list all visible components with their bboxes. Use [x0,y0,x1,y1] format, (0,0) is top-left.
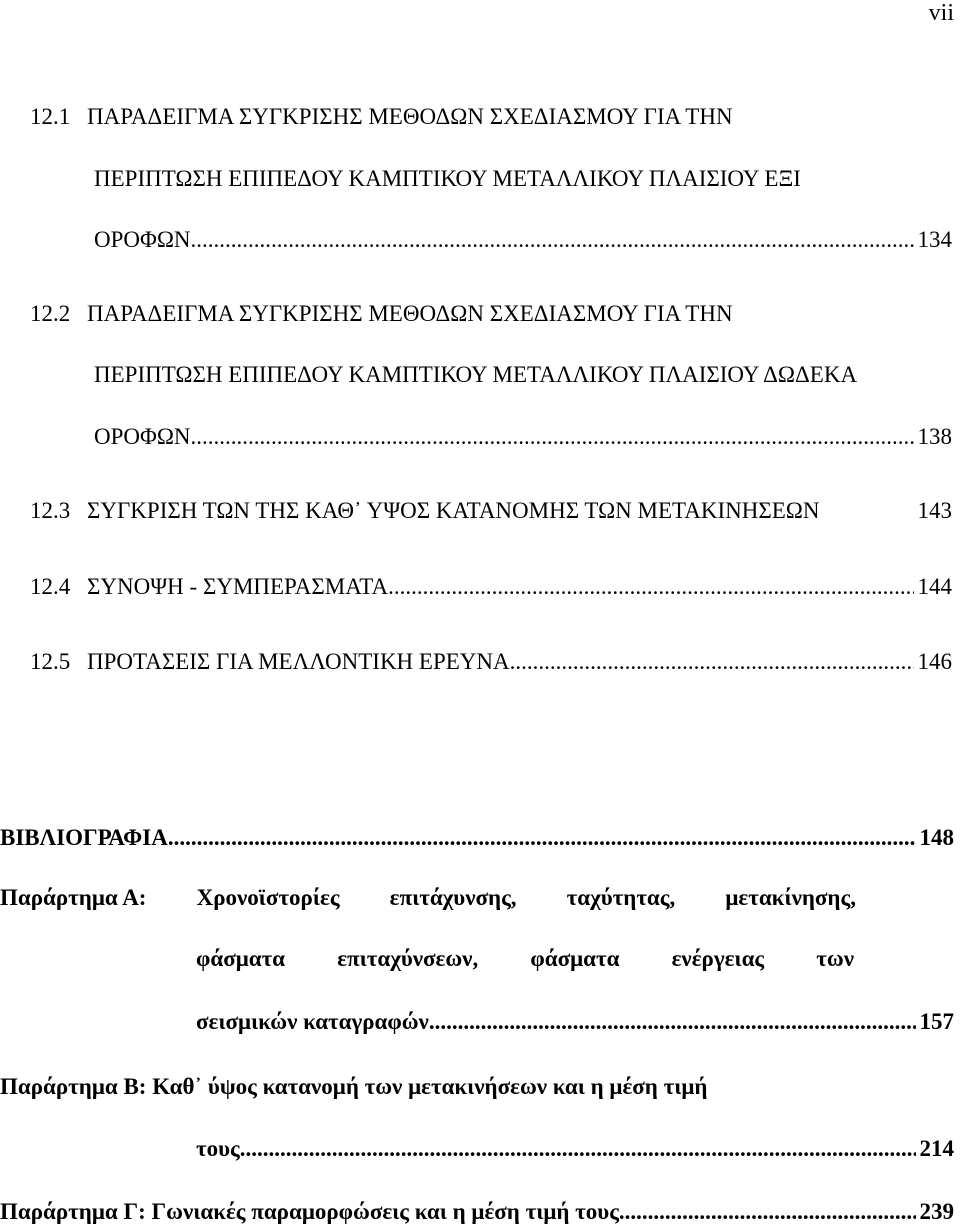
appendix-word: των [816,946,854,971]
toc-entry-12-2-line3[interactable] [94,423,952,451]
section-number: 12.2 [30,301,71,326]
toc-entry-12-4[interactable] [30,573,952,601]
appendix-word: επιτάχυνσης, [389,885,517,910]
section-title-line: ΠΕΡΙΠΤΩΣΗ ΕΠΙΠΕΔΟΥ ΚΑΜΠΤΙΚΟΥ ΜΕΤΑΛΛΙΚΟΥ ΠΛΑΙΣΙΟΥ ΔΩΔΕΚΑ [94,362,858,387]
dot-leader [510,648,914,676]
appendix-title-line: Παράρτημα Β: Καθ᾽ ύψος κατανομή των μετακινήσεων και η μέση τιμή [0,1074,708,1099]
dot-leader [191,423,914,451]
bibliography-title: ΒΙΒΛΙΟΓΡΑΦΙΑ [0,825,168,850]
toc-entry-appendix-b-line1[interactable] [0,1073,707,1101]
appendix-word: ταχύτητας, [566,885,676,910]
page-ref: 157 [919,1009,954,1034]
dot-leader [191,226,914,254]
page-ref: 134 [917,227,952,252]
page-ref: 144 [917,574,952,599]
dot-leader [619,1198,916,1226]
section-title-line: ΠΕΡΙΠΤΩΣΗ ΕΠΙΠΕΔΟΥ ΚΑΜΠΤΙΚΟΥ ΜΕΤΑΛΛΙΚΟΥ ΠΛΑΙΣΙΟΥ ΕΞΙ [94,166,801,191]
page-ref: 148 [919,825,954,850]
dot-leader [168,824,916,852]
appendix-title-line: Παράρτημα Γ: Γωνιακές παραμορφώσεις και η μέση τιμή τους [0,1199,619,1224]
appendix-word: Χρονοϊστορίες [196,885,340,910]
toc-entry-appendix-a-line2 [196,945,854,973]
page-ref: 239 [919,1199,954,1224]
page-number: vii [928,0,954,26]
page-ref: 146 [917,649,952,674]
section-title: ΠΡΟΤΑΣΕΙΣ ΓΙΑ ΜΕΛΛΟΝΤΙΚΗ ΕΡΕΥΝΑ [87,649,510,674]
appendix-word: φάσματα [530,946,620,971]
toc-entry-12-5[interactable] [30,648,952,676]
toc-entry-12-1-line3[interactable] [94,226,952,254]
toc-entry-12-1-line1[interactable] [30,103,733,131]
toc-entry-12-1-line2 [94,165,801,193]
toc-entry-appendix-a-line3[interactable] [196,1008,954,1036]
dot-leader [388,573,913,601]
toc-entry-appendix-a-line1[interactable] [0,884,856,912]
section-title-line: ΠΑΡΑΔΕΙΓΜΑ ΣΥΓΚΡΙΣΗΣ ΜΕΘΟΔΩΝ ΣΧΕΔΙΑΣΜΟΥ ΓΙΑ ΤΗΝ [87,104,733,129]
toc-entry-appendix-c[interactable] [0,1198,954,1226]
section-title: ΣΥΝΟΨΗ - ΣΥΜΠΕΡΑΣΜΑΤΑ [87,574,389,599]
toc-entry-bibliography[interactable] [0,824,954,852]
toc-entry-appendix-b-line2[interactable] [196,1135,954,1163]
appendix-word: ενέργειας [671,946,765,971]
section-number: 12.5 [30,649,71,674]
dot-leader [240,1135,916,1163]
toc-entry-12-3[interactable] [30,497,952,525]
section-number: 12.3 [30,498,71,523]
dot-leader [429,1008,916,1036]
page-ref: 143 [917,498,952,523]
toc-entry-12-2-line1[interactable] [30,300,733,328]
page-ref: 214 [919,1136,954,1161]
appendix-word: επιταχύνσεων, [337,946,479,971]
section-title-line: ΠΑΡΑΔΕΙΓΜΑ ΣΥΓΚΡΙΣΗΣ ΜΕΘΟΔΩΝ ΣΧΕΔΙΑΣΜΟΥ ΓΙΑ ΤΗΝ [87,301,733,326]
section-title: ΣΥΓΚΡΙΣΗ ΤΩΝ ΤΗΣ ΚΑΘ᾽ ΥΨΟΣ ΚΑΤΑΝΟΜΗΣ ΤΩΝ ΜΕΤΑΚΙΝΗΣΕΩΝ [87,498,820,523]
appendix-word: μετακίνησης, [725,885,856,910]
section-number: 12.1 [30,104,71,129]
section-title-line: ΟΡΟΦΩΝ [94,424,191,449]
appendix-label: Παράρτημα Α: [0,885,147,910]
appendix-word: φάσματα [196,946,286,971]
section-title-line: ΟΡΟΦΩΝ [94,227,191,252]
toc-entry-12-2-line2 [94,361,857,389]
appendix-title-line: σεισμικών καταγραφών [196,1009,429,1034]
appendix-title-line: τους [196,1136,240,1161]
page-ref: 138 [917,424,952,449]
section-number: 12.4 [30,574,71,599]
